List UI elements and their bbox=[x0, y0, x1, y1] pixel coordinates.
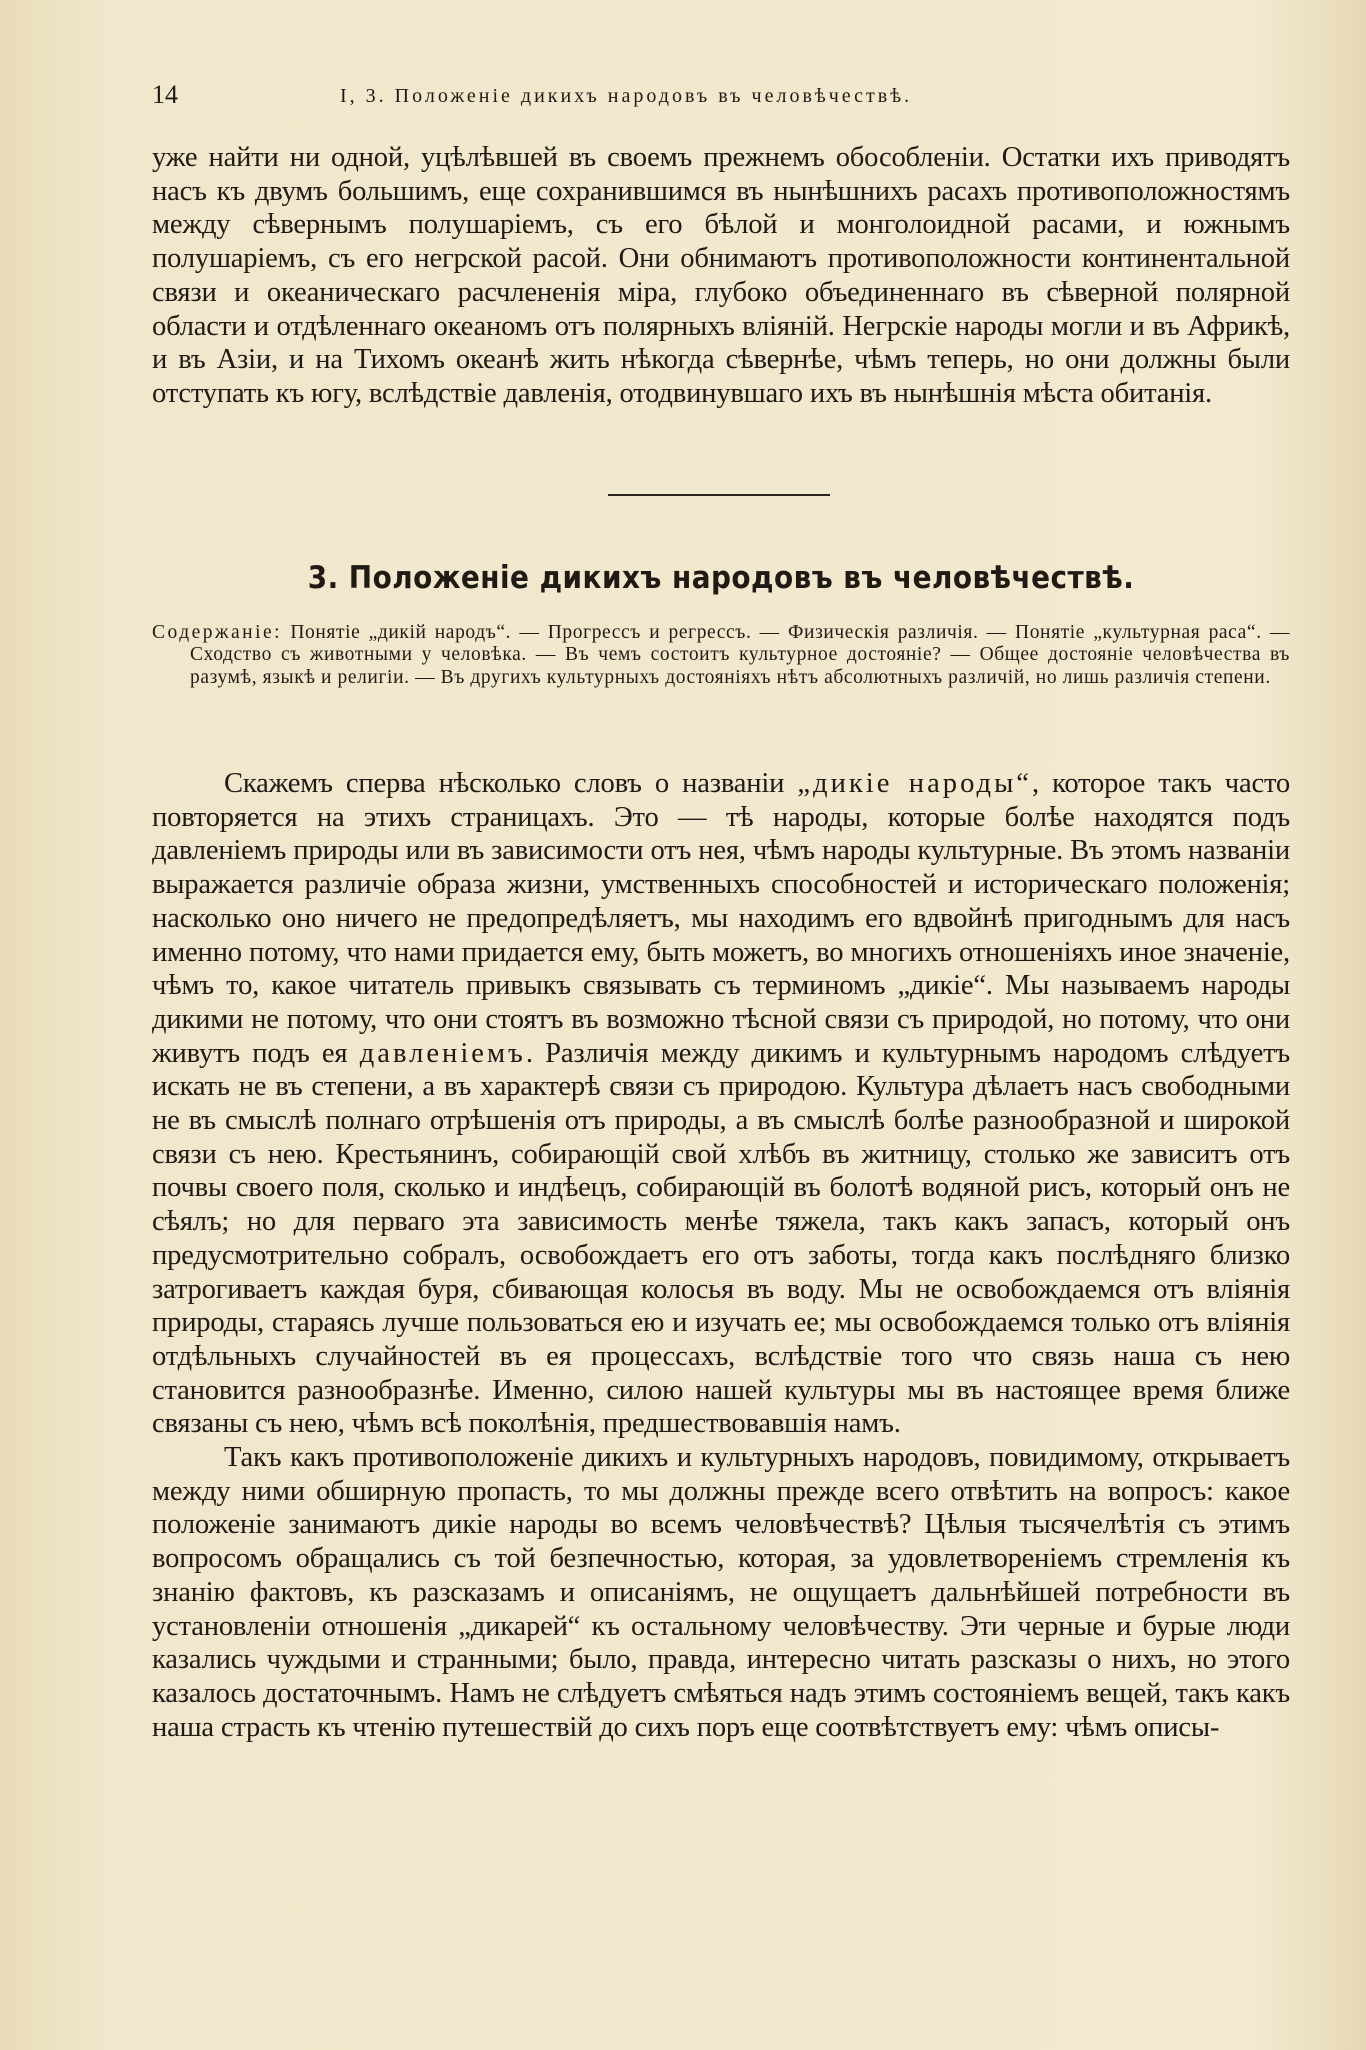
body-paragraph-2: Такъ какъ противоположеніе дикихъ и культурныхъ народовъ, повидимому, открываетъ между ними обширную пропасть, то мы должны прежде всего отвѣтить на вопросъ: какое положеніе занимаютъ дикіе народы во всемъ человѣчествѣ? Цѣлыя тысячелѣтія съ этимъ вопросомъ обращались съ той безпечностью, которая, за удовлетвореніемъ стремленія къ знанію фактовъ, къ разсказамъ и описаніямъ, не ощущаетъ дальнѣйшей потребности въ установленіи отношенія „дикарей“ къ остальному человѣчеству. Эти черные и бурые люди казались чуждыми и странными; было, правда, интересно читать разсказы о нихъ, но этого казалось достаточнымъ. Намъ не слѣдуетъ смѣяться надъ этимъ состояніемъ вещей, такъ какъ наша страсть къ чтенію путешествій до сихъ поръ еще соотвѣтствуетъ ему: чѣмъ описы- bbox=[152, 1442, 1290, 1743]
contents-line bbox=[152, 622, 1290, 689]
body-paragraph-1 bbox=[152, 767, 1290, 1441]
p1-part-e: . Различія между дикимъ и культурнымъ народомъ слѣдуетъ искать не въ степени, а въ характерѣ связи съ природою. Культура дѣлаетъ насъ свободными не въ смыслѣ полнаго отрѣшенія отъ природы, а въ смыслѣ болѣе разнообразной и широкой связи съ нею. Крестьянинъ, собирающій свой хлѣбъ въ житницу, столько же зависитъ отъ почвы своего поля, сколько и индѣецъ, собирающій въ болотѣ водяной рисъ, который онъ не сѣялъ; но для перваго эта зависимость менѣе тяжела, такъ какъ запасъ, который онъ предусмотрительно собралъ, освобождаетъ его отъ заботы, тогда какъ послѣдняго близко затрогиваетъ каждая буря, сбивающая колосья въ воду. Мы не освобождаемся отъ вліянія природы, стараясь лучше пользоваться ею и изучать ее; мы освобождаемся только отъ вліянія отдѣльныхъ случайностей въ ея процессахъ, вслѣдствіе того что связь наша съ нею становится разнообразнѣе. Именно, силою нашей культуры мы въ настоящее время ближе связаны съ нею, чѣмъ всѣ поколѣнія, предшествовавшія намъ. bbox=[152, 1037, 1290, 1440]
p1-spaced-word: давленіемъ bbox=[359, 1037, 526, 1069]
section-contents bbox=[152, 622, 1290, 689]
section-title: 3. Положеніе дикихъ народовъ въ человѣчествѣ. bbox=[307, 560, 1135, 596]
running-head: I, 3. Положеніе дикихъ народовъ въ человѣчествѣ. bbox=[340, 85, 913, 107]
intro-paragraph: уже найти ни одной, уцѣлѣвшей въ своемъ прежнемъ обособленіи. Остатки ихъ приводятъ насъ къ двумъ большимъ, еще сохранившимся въ нынѣшнихъ расахъ противоположностямъ между сѣвернымъ полушаріемъ, съ его бѣлой и монголоидной расами, и южнымъ полушаріемъ, съ его негрской расой. Они обнимаютъ противоположности континентальной связи и океаническаго расчлененія міра, глубоко объединеннаго въ сѣверной полярной области и отдѣленнаго океаномъ отъ полярныхъ вліяній. Негрскіе народы могли и въ Африкѣ, и въ Азіи, и на Тихомъ океанѣ жить нѣкогда сѣвернѣе, чѣмъ теперь, но они должны были отступать къ югу, вслѣдствіе давленія, отодвинувшаго ихъ въ нынѣшнія мѣста обитанія. bbox=[152, 142, 1290, 409]
body-text-block bbox=[152, 767, 1290, 1744]
page-header bbox=[152, 80, 1282, 114]
contents-text: Понятіе „дикій народъ“. — Прогрессъ и регрессъ. — Физическія различія. — Понятіе „культурная раса“. — Сходство съ животными у человѣка. — Въ чемъ состоитъ культурное достояніе? — Общее достояніе человѣчества въ разумѣ, языкѣ и религіи. — Въ другихъ культурныхъ достояніяхъ нѣтъ абсолютныхъ различій, но лишь различія степени. bbox=[190, 622, 1291, 688]
p1-spaced-term: „дикіе народы“ bbox=[797, 768, 1032, 799]
page-number: 14 bbox=[152, 80, 178, 109]
contents-label: Содержаніе: bbox=[152, 622, 283, 643]
p1-part-c: , которое такъ часто повторяется на этихъ страницахъ. Это — тѣ народы, которые болѣе находятся подъ давленіемъ природы или въ зависимости отъ нея, чѣмъ народы культурные. Въ этомъ названіи выражается различіе образа жизни, умственныхъ способностей и историческаго положенія; насколько оно ничего не предопредѣляетъ, мы находимъ его вдвойнѣ пригоднымъ для насъ именно потому, что нами придается ему, быть можетъ, во многихъ отношеніяхъ иное значеніе, чѣмъ то, какое читатель привыкъ связывать съ терминомъ „дикіе“. Мы называемъ народы дикими не потому, что они стоятъ въ возможно тѣсной связи съ природой, но потому, что они живутъ подъ ея bbox=[152, 768, 1290, 1069]
intro-text-block bbox=[152, 141, 1290, 411]
section-divider bbox=[608, 494, 830, 496]
p1-part-a: Скажемъ сперва нѣсколько словъ о названіи bbox=[224, 768, 798, 799]
